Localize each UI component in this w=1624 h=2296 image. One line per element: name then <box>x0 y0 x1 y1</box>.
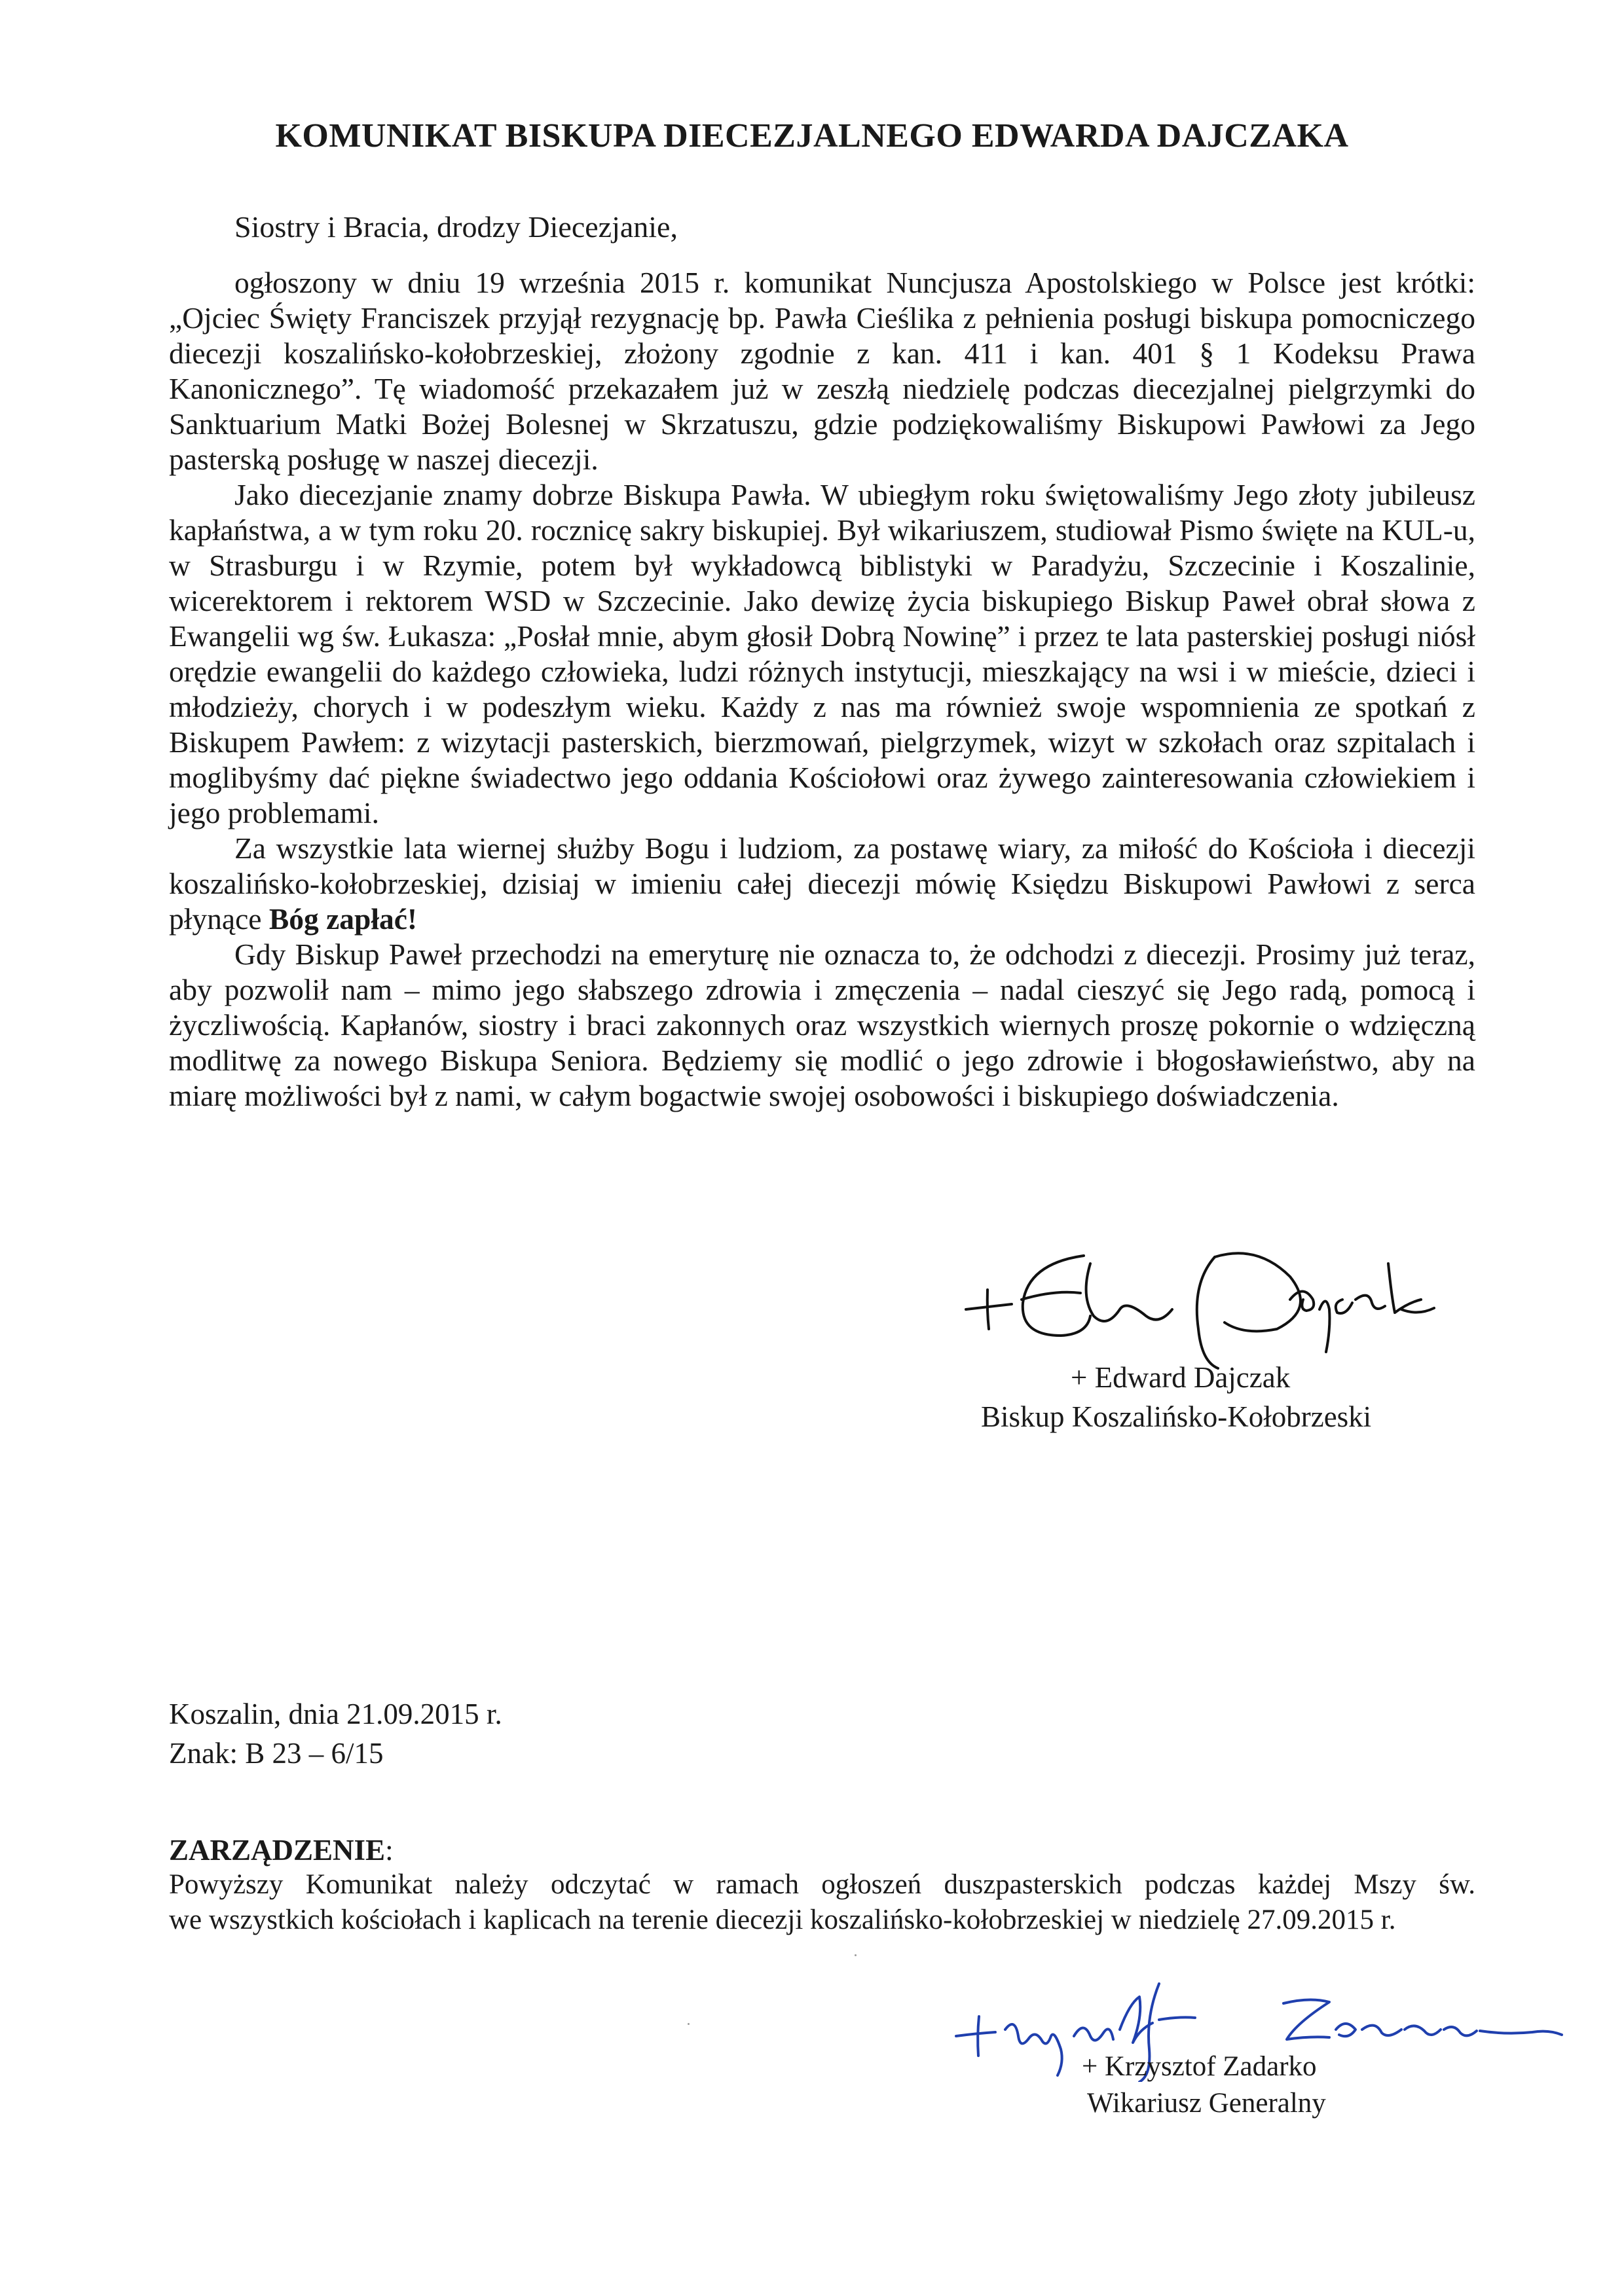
signatory-name: + Edward Dajczak <box>1071 1361 1291 1394</box>
paragraph-2 <box>169 477 1475 831</box>
document-title: KOMUNIKAT BISKUPA DIECEZJALNEGO EDWARDA DAJCZAKA <box>275 117 1349 155</box>
vicar-role: Wikariusz Generalny <box>1087 2088 1326 2119</box>
order-text <box>169 1867 1475 1938</box>
vicar-name: + Krzysztof Zadarko <box>1082 2051 1317 2082</box>
place-date: Koszalin, dnia 21.09.2015 r. <box>169 1698 502 1730</box>
bishop-signature <box>950 1237 1460 1375</box>
scan-speck <box>855 1954 857 1956</box>
paragraph-4 <box>169 937 1475 1114</box>
order-line-1: Powyższy Komunikat należy odczytać w ramach ogłoszeń duszpasterskich podczas każdej Mszy św. <box>169 1869 1475 1900</box>
paragraph-1 <box>169 265 1475 477</box>
order-line-2: we wszystkich kościołach i kaplicach na terenie diecezji koszalińsko-kołobrzeskiej w niedzielę 27.09.2015 r. <box>169 1904 1396 1935</box>
letter-body <box>169 265 1475 1114</box>
paragraph-2-text: Jako diecezjanie znamy dobrze Biskupa Pawła. W ubiegłym roku świętowaliśmy Jego złoty jubileusz kapłaństwa, a w tym roku 20. rocznicę sakry biskupiej. Był wikariuszem, studiował Pismo święte na KUL-u, w Strasburgu i w Rzymie, potem był wykładowcą biblistyki w Paradyżu, Szczecinie i Koszalinie, wicerektorem i rektorem WSD w Szczecinie. Jako dewizę życia biskupiego Biskup Paweł obrał słowa z Ewangelii wg św. Łukasza: „Posłał mnie, abym głosił Dobrą Nowinę” i przez te lata pasterskiej posługi niósł orędzie ewangelii do każdego człowieka, ludzi różnych instytucji, mieszkający na wsi i w mieście, dzieci i młodzieży, chorych i w podeszłym wieku. Każdy z nas ma również swoje wspomnienia ze spotkań z Biskupem Pawłem: z wizytacji pasterskich, bierzmowań, pielgrzymek, wizyt w szkołach oraz szpitalach i moglibyśmy dać piękne świadectwo jego oddania Kościołowi oraz żywego zainteresowania człowiekiem i jego problemami. <box>169 478 1475 829</box>
signatory-role: Biskup Koszalińsko-Kołobrzeski <box>981 1400 1372 1433</box>
reference-number: Znak: B 23 – 6/15 <box>169 1737 384 1770</box>
paragraph-3-emphasis: Bóg zapłać! <box>268 902 418 936</box>
order-heading-text: ZARZĄDZENIE <box>169 1834 386 1867</box>
paragraph-3-text: Za wszystkie lata wiernej służby Bogu i ludziom, za postawę wiary, za miłość do Kościoła i diecezji koszalińsko-kołobrzeskiej, dzisiaj w imieniu całej diecezji mówię Księdzu Biskupowi Pawłowi z serca płynące <box>169 831 1475 936</box>
order-heading <box>169 1833 394 1867</box>
order-heading-colon: : <box>385 1834 394 1867</box>
scan-speck <box>688 2023 690 2025</box>
paragraph-1-text: ogłoszony w dniu 19 września 2015 r. komunikat Nuncjusza Apostolskiego w Polsce jest krótki: „Ojciec Święty Franciszek przyjął rezygnację bp. Pawła Cieślika z pełnienia posługi biskupa pomocniczego diecezji koszalińsko-kołobrzeskiej, złożony zgodnie z kan. 411 i kan. 401 § 1 Kodeksu Prawa Kanonicznego”. Tę wiadomość przekazałem już w zeszłą niedzielę podczas diecezjalnej pielgrzymki do Sanktuarium Matki Bożej Bolesnej w Skrzatuszu, gdzie podziękowaliśmy Biskupowi Pawłowi za Jego pasterską posługę w naszej diecezji. <box>169 266 1475 476</box>
salutation: Siostry i Bracia, drodzy Diecezjanie, <box>234 210 678 244</box>
paragraph-4-text: Gdy Biskup Paweł przechodzi na emeryturę nie oznacza to, że odchodzi z diecezji. Prosimy już teraz, aby pozwolił nam – mimo jego słabszego zdrowia i zmęczenia – nadal cieszyć się Jego radą, pomocą i życzliwością. Kapłanów, siostry i braci zakonnych oraz wszystkich wiernych proszę pokornie o wdzięczną modlitwę za nowego Biskupa Seniora. Będziemy się modlić o jego zdrowie i błogosławieństwo, aby na miarę możliwości był z nami, w całym bogactwie swojej osobowości i biskupiego doświadczenia. <box>169 938 1475 1112</box>
paragraph-3 <box>169 831 1475 937</box>
